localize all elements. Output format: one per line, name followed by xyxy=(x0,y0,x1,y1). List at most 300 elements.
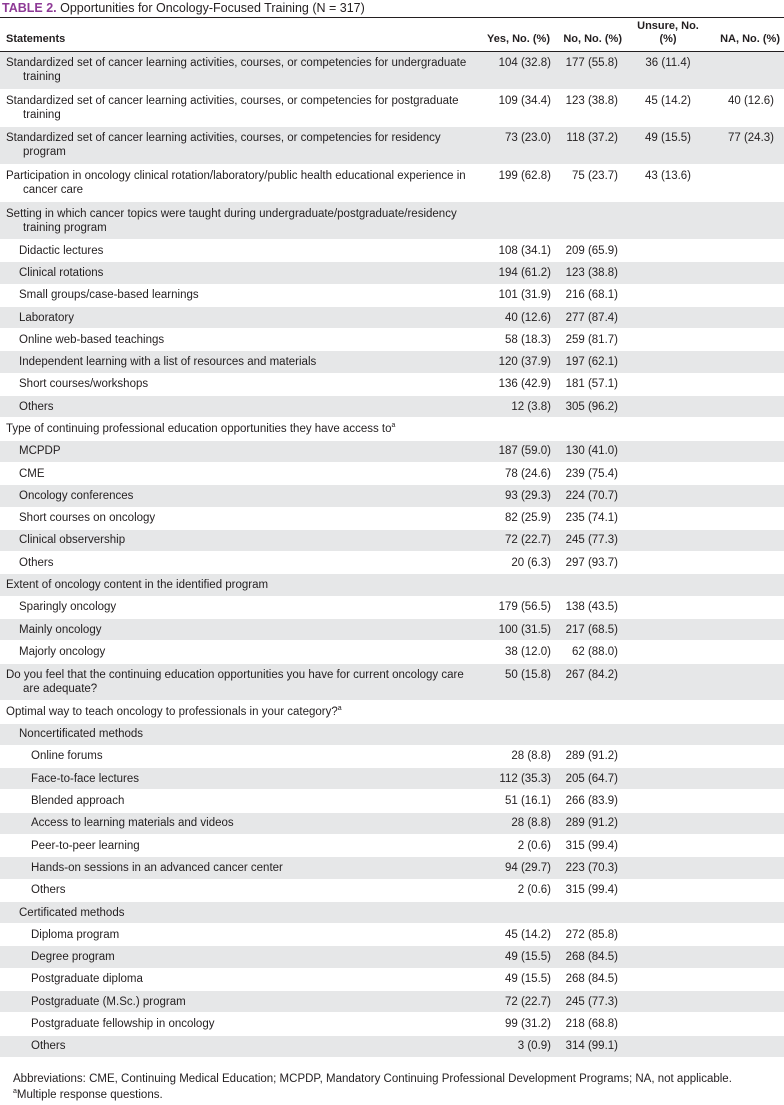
cell-na xyxy=(708,619,784,641)
cell-yes: 94 (29.7) xyxy=(480,857,554,879)
statement-text: Optimal way to teach oncology to professionals in your category? xyxy=(6,705,338,718)
cell-no: 138 (43.5) xyxy=(565,601,618,614)
cell-unsure xyxy=(626,351,708,373)
table-row xyxy=(0,574,784,596)
statement-text: Standardized set of cancer learning activities, courses, or competencies for postgraduate training xyxy=(6,94,459,121)
statement-text: Extent of oncology content in the identified program xyxy=(6,579,269,592)
cell-yes: 100 (31.5) xyxy=(480,619,554,641)
header-yes: Yes, No. (%) xyxy=(487,33,550,45)
statement-text: Postgraduate diploma xyxy=(31,973,143,986)
statement-text: Online web-based teachings xyxy=(19,333,165,346)
row-statement xyxy=(0,262,480,284)
cell-no xyxy=(554,901,626,923)
table-row xyxy=(0,991,784,1013)
cell-unsure xyxy=(626,284,708,306)
row-statement xyxy=(0,329,480,351)
row-statement xyxy=(0,596,480,618)
statement-text: Sparingly oncology xyxy=(19,601,117,614)
cell-unsure xyxy=(626,574,708,596)
cell-na xyxy=(708,329,784,351)
cell-unsure xyxy=(626,768,708,790)
cell-no xyxy=(554,202,626,240)
cell-na xyxy=(708,284,784,306)
statement-text: Didactic lectures xyxy=(19,244,104,257)
cell-yes xyxy=(480,723,554,745)
table-row xyxy=(0,529,784,551)
cell-unsure xyxy=(626,991,708,1013)
row-statement xyxy=(0,284,480,306)
statement-text: Independent learning with a list of resources and materials xyxy=(19,356,317,369)
cell-na xyxy=(708,946,784,968)
row-statement xyxy=(0,529,480,551)
table-row xyxy=(0,262,784,284)
header-na: NA, No. (%) xyxy=(720,33,780,45)
statement-text: Others xyxy=(19,400,54,413)
table-row xyxy=(0,1013,784,1035)
table-row xyxy=(0,968,784,990)
row-statement xyxy=(0,790,480,812)
cell-yes: 179 (56.5) xyxy=(498,601,551,614)
cell-yes: 99 (31.2) xyxy=(504,1018,551,1030)
table-row xyxy=(0,418,784,440)
table-row xyxy=(0,596,784,618)
cell-yes xyxy=(480,202,554,240)
cell-na xyxy=(708,745,784,767)
cell-na xyxy=(708,924,784,946)
cell-unsure: 49 (15.5) xyxy=(626,127,708,165)
cell-unsure xyxy=(626,619,708,641)
cell-no xyxy=(554,418,626,440)
cell-no: 209 (65.9) xyxy=(565,244,618,257)
cell-no: 216 (68.1) xyxy=(565,289,618,302)
row-statement xyxy=(0,812,480,834)
cell-yes: 73 (23.0) xyxy=(480,127,554,165)
cell-unsure: 43 (13.6) xyxy=(644,169,692,182)
cell-yes: 194 (61.2) xyxy=(480,262,554,284)
cell-unsure xyxy=(626,946,708,968)
row-statement xyxy=(0,879,480,901)
cell-no: 197 (62.1) xyxy=(554,351,626,373)
table-row xyxy=(0,946,784,968)
cell-unsure xyxy=(626,507,708,529)
cell-unsure xyxy=(626,812,708,834)
statement-text: Do you feel that the continuing education opportunities you have for current oncology care are adequate? xyxy=(6,668,464,695)
cell-na: 40 (12.6) xyxy=(727,94,774,107)
cell-no: 62 (88.0) xyxy=(571,645,618,658)
statement-text: Laboratory xyxy=(19,311,74,324)
row-statement xyxy=(0,202,480,240)
cell-yes: 40 (12.6) xyxy=(480,306,554,328)
cell-yes xyxy=(480,574,554,596)
cell-yes: 51 (16.1) xyxy=(504,795,551,808)
cell-unsure xyxy=(626,1013,708,1035)
statement-text: CME xyxy=(19,467,45,480)
statement-text: Hands-on sessions in an advanced cancer center xyxy=(31,861,283,874)
cell-unsure xyxy=(626,663,708,701)
cell-unsure: 36 (11.4) xyxy=(626,52,708,90)
cell-yes: 49 (15.5) xyxy=(480,946,554,968)
cell-na xyxy=(708,723,784,745)
footnote-multiple xyxy=(13,1087,784,1103)
table-row xyxy=(0,306,784,328)
cell-yes xyxy=(480,701,554,723)
footnote-ref: a xyxy=(391,422,396,430)
row-statement xyxy=(0,52,480,90)
cell-no: 315 (99.4) xyxy=(565,884,618,897)
cell-yes: 28 (8.8) xyxy=(511,750,551,763)
statement-text: Face-to-face lectures xyxy=(31,772,140,785)
row-statement xyxy=(0,1013,480,1035)
cell-unsure xyxy=(626,329,708,351)
row-statement xyxy=(0,485,480,507)
table-row xyxy=(0,485,784,507)
statement-text: Mainly oncology xyxy=(19,623,102,636)
table-row xyxy=(0,440,784,462)
row-statement xyxy=(0,619,480,641)
cell-yes: 93 (29.3) xyxy=(480,485,554,507)
cell-no: 268 (84.5) xyxy=(554,946,626,968)
table-row xyxy=(0,329,784,351)
cell-yes: 108 (34.1) xyxy=(498,244,551,257)
row-statement xyxy=(0,834,480,856)
table-row xyxy=(0,924,784,946)
table-row xyxy=(0,462,784,484)
statement-text: Oncology conferences xyxy=(19,489,134,502)
cell-unsure xyxy=(626,745,708,767)
cell-no: 123 (38.8) xyxy=(565,94,618,107)
table-footnotes xyxy=(0,1071,784,1103)
table-row xyxy=(0,396,784,418)
table-row xyxy=(0,89,784,127)
cell-unsure xyxy=(626,262,708,284)
cell-yes: 112 (35.3) xyxy=(480,768,554,790)
cell-unsure xyxy=(626,418,708,440)
cell-no: 223 (70.3) xyxy=(554,857,626,879)
cell-no: 277 (87.4) xyxy=(554,306,626,328)
cell-unsure xyxy=(626,396,708,418)
footnote-multiple-text: Multiple response questions. xyxy=(16,1089,163,1101)
statement-text: Blended approach xyxy=(31,795,125,808)
table-row xyxy=(0,641,784,663)
cell-unsure xyxy=(626,857,708,879)
table-row xyxy=(0,507,784,529)
cell-unsure xyxy=(626,552,708,574)
cell-na xyxy=(708,857,784,879)
cell-na: 77 (24.3) xyxy=(708,127,784,165)
header-statements: Statements xyxy=(6,33,66,45)
table-row xyxy=(0,663,784,701)
row-statement xyxy=(0,723,480,745)
row-statement xyxy=(0,663,480,701)
cell-na xyxy=(708,1013,784,1035)
cell-na xyxy=(708,1035,784,1057)
statement-text: Others xyxy=(31,884,66,897)
statement-text: Certificated methods xyxy=(19,906,125,919)
statement-text: Postgraduate (M.Sc.) program xyxy=(31,995,186,1008)
row-statement xyxy=(0,164,480,202)
cell-unsure xyxy=(626,968,708,990)
row-statement xyxy=(0,641,480,663)
cell-yes: 72 (22.7) xyxy=(480,991,554,1013)
row-statement xyxy=(0,968,480,990)
table-row xyxy=(0,127,784,165)
cell-yes xyxy=(480,418,554,440)
cell-na xyxy=(708,574,784,596)
cell-no: 297 (93.7) xyxy=(565,556,618,569)
cell-no: 272 (85.8) xyxy=(565,928,618,941)
cell-unsure xyxy=(626,901,708,923)
cell-yes: 120 (37.9) xyxy=(480,351,554,373)
cell-no xyxy=(554,701,626,723)
cell-no: 245 (77.3) xyxy=(554,991,626,1013)
cell-no: 130 (41.0) xyxy=(554,440,626,462)
table-row xyxy=(0,52,784,90)
cell-yes: 82 (25.9) xyxy=(504,512,551,525)
cell-no: 267 (84.2) xyxy=(554,663,626,701)
header-no: No, No. (%) xyxy=(563,33,622,45)
cell-no: 218 (68.8) xyxy=(565,1018,618,1030)
cell-unsure xyxy=(626,879,708,901)
data-table xyxy=(0,17,784,1058)
cell-unsure xyxy=(626,641,708,663)
cell-no: 289 (91.2) xyxy=(565,750,618,763)
cell-na xyxy=(708,262,784,284)
cell-no: 75 (23.7) xyxy=(571,169,618,182)
table-row xyxy=(0,879,784,901)
header-unsure: Unsure, No. (%) xyxy=(637,20,699,45)
statement-text: Type of continuing professional education opportunities they have access to xyxy=(6,422,392,435)
cell-unsure xyxy=(626,596,708,618)
table-row xyxy=(0,202,784,240)
cell-na xyxy=(708,396,784,418)
cell-na xyxy=(708,879,784,901)
statement-text: Standardized set of cancer learning activities, courses, or competencies for residency program xyxy=(6,132,441,159)
table-row xyxy=(0,745,784,767)
cell-unsure xyxy=(626,529,708,551)
row-statement xyxy=(0,351,480,373)
cell-yes: 49 (15.5) xyxy=(504,973,551,986)
cell-yes: 101 (31.9) xyxy=(498,289,551,302)
row-statement xyxy=(0,745,480,767)
statement-text: Others xyxy=(19,556,54,569)
row-statement xyxy=(0,306,480,328)
statement-text: Online forums xyxy=(31,750,103,763)
row-statement xyxy=(0,1035,480,1057)
cell-na xyxy=(708,373,784,395)
cell-no: 123 (38.8) xyxy=(554,262,626,284)
statement-text: Participation in oncology clinical rotation/laboratory/public health educational experience in cancer care xyxy=(6,170,466,197)
cell-na xyxy=(708,418,784,440)
row-statement xyxy=(0,127,480,165)
row-statement xyxy=(0,440,480,462)
row-statement xyxy=(0,857,480,879)
cell-unsure: 45 (14.2) xyxy=(644,94,692,107)
cell-na xyxy=(708,507,784,529)
cell-no: 305 (96.2) xyxy=(554,396,626,418)
footnote-marker: a xyxy=(13,1088,17,1096)
table-row xyxy=(0,790,784,812)
row-statement xyxy=(0,701,480,723)
cell-na xyxy=(708,485,784,507)
row-statement xyxy=(0,418,480,440)
cell-na xyxy=(708,768,784,790)
cell-na xyxy=(708,790,784,812)
cell-yes: 109 (34.4) xyxy=(498,94,551,107)
row-statement xyxy=(0,239,480,261)
row-statement xyxy=(0,901,480,923)
cell-na xyxy=(708,663,784,701)
cell-na xyxy=(708,596,784,618)
cell-na xyxy=(708,834,784,856)
cell-no: 177 (55.8) xyxy=(554,52,626,90)
cell-unsure xyxy=(626,306,708,328)
cell-yes: 50 (15.8) xyxy=(480,663,554,701)
cell-yes: 12 (3.8) xyxy=(480,396,554,418)
cell-no xyxy=(554,723,626,745)
table-title: Opportunities for Oncology-Focused Training (N = 317) xyxy=(60,1,365,15)
cell-yes xyxy=(480,901,554,923)
cell-unsure xyxy=(626,834,708,856)
cell-unsure xyxy=(626,701,708,723)
table-row xyxy=(0,834,784,856)
table-row xyxy=(0,1035,784,1057)
table-row xyxy=(0,812,784,834)
cell-yes: 2 (0.6) xyxy=(517,884,551,897)
statement-text: Setting in which cancer topics were taught during undergraduate/postgraduate/residency training program xyxy=(6,207,457,234)
statement-text: Postgraduate fellowship in oncology xyxy=(31,1018,215,1030)
row-statement xyxy=(0,991,480,1013)
header-row xyxy=(0,18,784,52)
table-body xyxy=(0,52,784,1058)
cell-na xyxy=(708,52,784,90)
cell-yes: 72 (22.7) xyxy=(480,529,554,551)
table-row xyxy=(0,768,784,790)
cell-na xyxy=(708,462,784,484)
cell-no: 289 (91.2) xyxy=(554,812,626,834)
cell-no: 314 (99.1) xyxy=(554,1035,626,1057)
statement-text: Small groups/case-based learnings xyxy=(19,289,199,302)
statement-text: Short courses/workshops xyxy=(19,378,149,391)
cell-no: 245 (77.3) xyxy=(554,529,626,551)
table-row xyxy=(0,857,784,879)
table-label: TABLE 2. xyxy=(2,1,57,15)
cell-na xyxy=(708,529,784,551)
cell-no xyxy=(554,574,626,596)
statement-text: Diploma program xyxy=(31,928,120,941)
cell-yes: 78 (24.6) xyxy=(504,467,551,480)
cell-unsure xyxy=(626,373,708,395)
cell-na xyxy=(708,812,784,834)
cell-na xyxy=(708,239,784,261)
cell-yes: 20 (6.3) xyxy=(511,556,551,569)
statement-text: Standardized set of cancer learning activities, courses, or competencies for undergraduate training xyxy=(6,57,467,84)
cell-unsure xyxy=(626,485,708,507)
cell-no: 217 (68.5) xyxy=(554,619,626,641)
cell-no: 118 (37.2) xyxy=(554,127,626,165)
row-statement xyxy=(0,574,480,596)
statement-text: Degree program xyxy=(31,951,115,964)
cell-no: 224 (70.7) xyxy=(554,485,626,507)
table-row xyxy=(0,164,784,202)
cell-na xyxy=(708,351,784,373)
table-row xyxy=(0,284,784,306)
row-statement xyxy=(0,768,480,790)
statement-text: Peer-to-peer learning xyxy=(31,839,140,852)
table-row xyxy=(0,351,784,373)
cell-yes: 58 (18.3) xyxy=(504,333,551,346)
cell-na xyxy=(708,202,784,240)
table-row xyxy=(0,239,784,261)
statement-text: Short courses on oncology xyxy=(19,512,156,525)
statement-text: Noncertificated methods xyxy=(19,728,144,741)
cell-unsure xyxy=(626,1035,708,1057)
cell-na xyxy=(708,901,784,923)
cell-unsure xyxy=(626,202,708,240)
cell-unsure xyxy=(626,924,708,946)
cell-yes: 3 (0.9) xyxy=(480,1035,554,1057)
cell-yes: 28 (8.8) xyxy=(480,812,554,834)
statement-text: MCPDP xyxy=(19,445,61,458)
row-statement xyxy=(0,89,480,127)
row-statement xyxy=(0,462,480,484)
cell-na xyxy=(708,991,784,1013)
cell-no: 259 (81.7) xyxy=(565,333,618,346)
cell-unsure xyxy=(626,462,708,484)
cell-na xyxy=(708,440,784,462)
cell-na xyxy=(708,641,784,663)
statement-text: Access to learning materials and videos xyxy=(31,817,234,830)
table-row xyxy=(0,619,784,641)
cell-no: 266 (83.9) xyxy=(565,795,618,808)
statement-text: Clinical rotations xyxy=(19,266,104,279)
cell-yes: 2 (0.6) xyxy=(517,839,551,852)
cell-na xyxy=(708,701,784,723)
cell-no: 235 (74.1) xyxy=(565,512,618,525)
cell-na xyxy=(708,306,784,328)
cell-no: 268 (84.5) xyxy=(565,973,618,986)
cell-na xyxy=(708,552,784,574)
table-row xyxy=(0,723,784,745)
cell-unsure xyxy=(626,239,708,261)
cell-no: 181 (57.1) xyxy=(565,378,618,391)
cell-no: 315 (99.4) xyxy=(565,839,618,852)
statement-text: Clinical observership xyxy=(19,534,126,547)
row-statement xyxy=(0,507,480,529)
row-statement xyxy=(0,946,480,968)
cell-yes: 45 (14.2) xyxy=(504,928,551,941)
cell-unsure xyxy=(626,790,708,812)
cell-unsure xyxy=(626,723,708,745)
footnote-abbreviations: Abbreviations: CME, Continuing Medical Education; MCPDP, Mandatory Continuing Professional Development Programs; NA, not applicable. xyxy=(13,1073,732,1085)
cell-unsure xyxy=(626,440,708,462)
row-statement xyxy=(0,924,480,946)
cell-yes: 199 (62.8) xyxy=(498,169,551,182)
cell-no: 205 (64.7) xyxy=(554,768,626,790)
row-statement xyxy=(0,396,480,418)
cell-yes: 38 (12.0) xyxy=(504,645,551,658)
table-row xyxy=(0,701,784,723)
cell-yes: 187 (59.0) xyxy=(480,440,554,462)
cell-yes: 136 (42.9) xyxy=(498,378,551,391)
row-statement xyxy=(0,373,480,395)
footnote-ref: a xyxy=(337,705,342,713)
cell-na xyxy=(708,968,784,990)
cell-yes: 104 (32.8) xyxy=(480,52,554,90)
table-caption xyxy=(2,0,365,16)
table-row xyxy=(0,901,784,923)
cell-na xyxy=(708,164,784,202)
table-row xyxy=(0,552,784,574)
